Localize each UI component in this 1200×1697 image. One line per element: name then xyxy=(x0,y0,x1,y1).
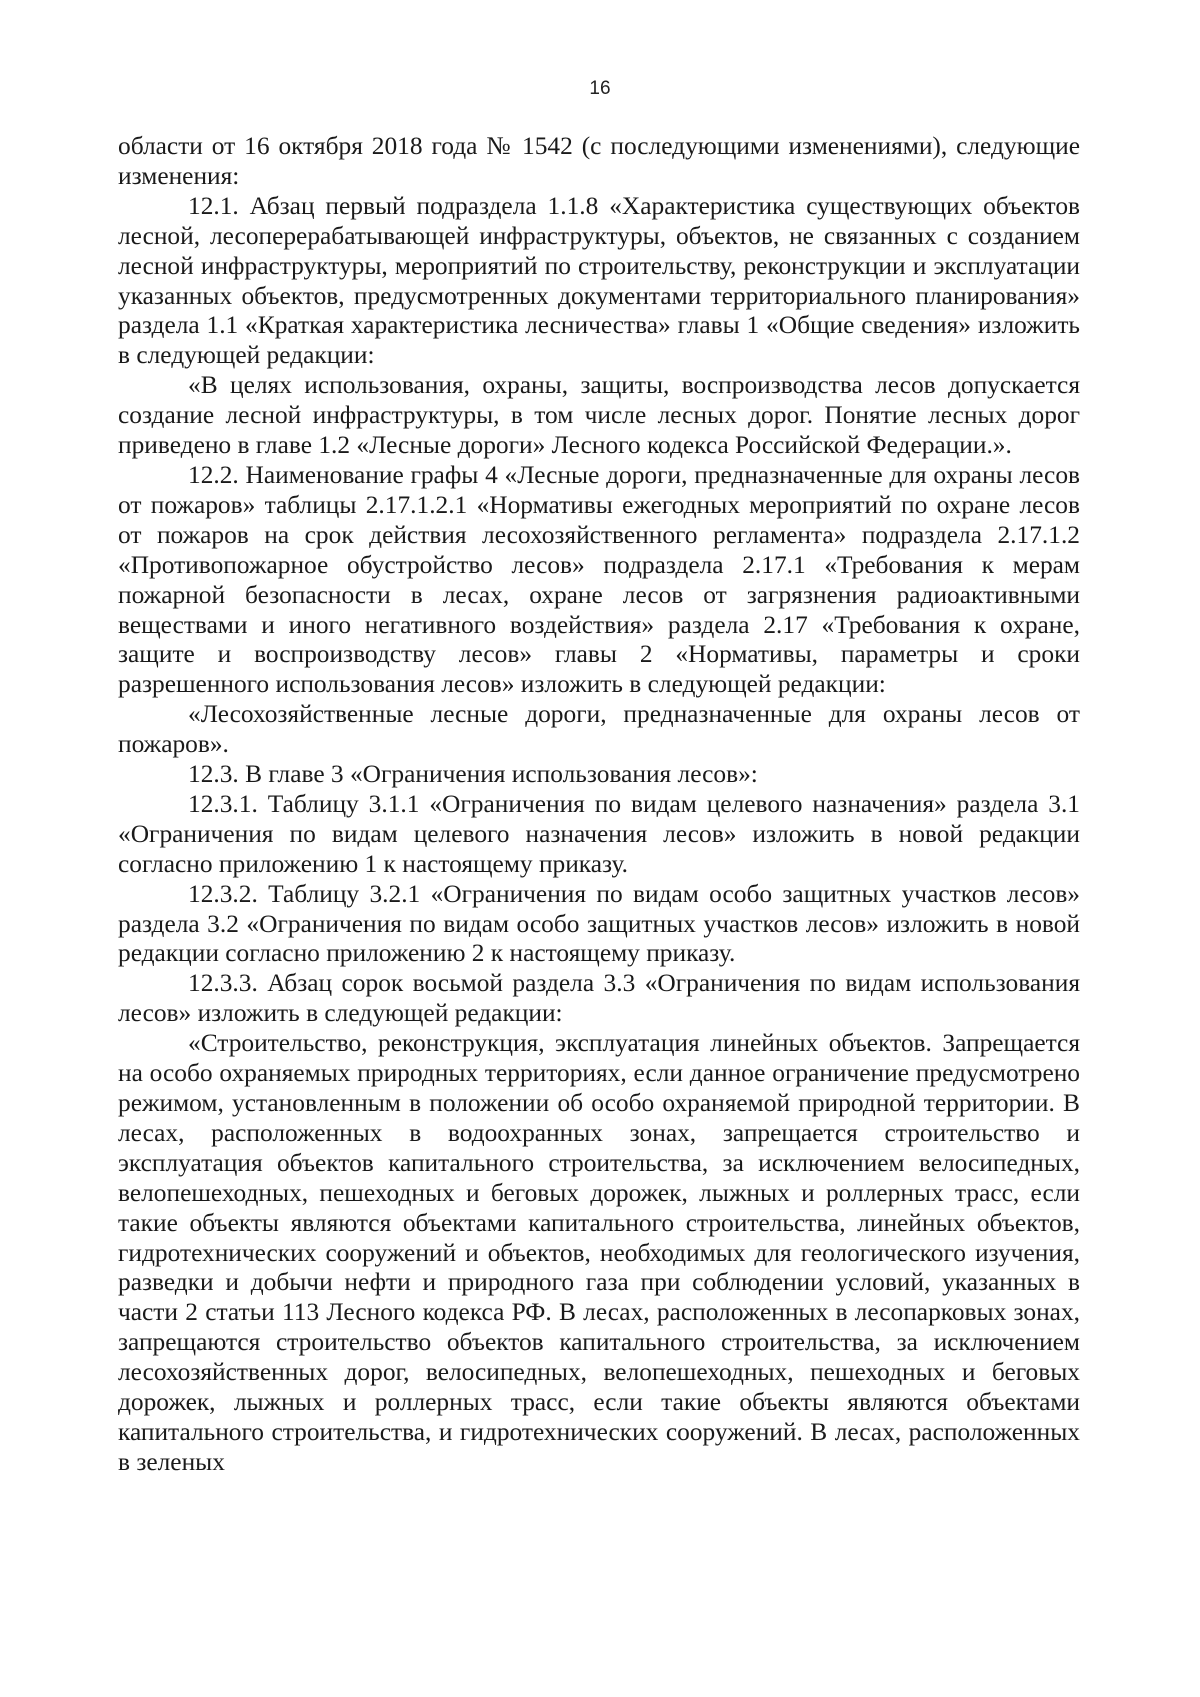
paragraph-12-3-3-quote: «Строительство, реконструкция, эксплуатация линейных объектов. Запрещается на особо охраняемых природных территориях, если данное ограничение предусмотрено режимом, установленным в положении об особо охраняемой природной территории. В лесах, расположенных в водоохранных зонах, запрещается строительство и эксплуатация объектов капитального строительства, за исключением велосипедных, велопешеходных, пешеходных и беговых дорожек, лыжных и роллерных трасс, если такие объекты являются объектами капитального строительства, линейных объектов, гидротехнических сооружений и объектов, необходимых для геологического изучения, разведки и добычи нефти и природного газа при соблюдении условий, указанных в части 2 статьи 113 Лесного кодекса РФ. В лесах, расположенных в лесопарковых зонах, запрещаются строительство объектов капитального строительства, за исключением лесохозяйственных дорог, велосипедных, велопешеходных, пешеходных и беговых дорожек, лыжных и роллерных трасс, если такие объекты являются объектами капитального строительства, и гидротехнических сооружений. В лесах, расположенных в зеленых xyxy=(118,1029,1080,1476)
document-body xyxy=(118,132,1080,1478)
paragraph-intro: области от 16 октября 2018 года № 1542 (с последующими изменениями), следующие изменения: xyxy=(118,132,1080,190)
paragraph-12-2-quote: «Лесохозяйственные лесные дороги, предназначенные для охраны лесов от пожаров». xyxy=(118,700,1080,759)
paragraph-12-3-1: 12.3.1. Таблицу 3.1.1 «Ограничения по видам целевого назначения» раздела 3.1 «Ограничения по видам целевого назначения лесов» изложить в новой редакции согласно приложению 1 к настоящему приказу. xyxy=(118,789,1080,878)
paragraph-12-1-quote: «В целях использования, охраны, защиты, воспроизводства лесов допускается создание лесной инфраструктуры, в том числе лесных дорог. Понятие лесных дорог приведено в главе 1.2 «Лесные дороги» Лесного кодекса Российской Федерации.». xyxy=(118,371,1080,460)
paragraph-12-3-3: 12.3.3. Абзац сорок восьмой раздела 3.3 «Ограничения по видам использования лесов» изложить в следующей редакции: xyxy=(118,969,1080,1028)
paragraph-12-3: 12.3. В главе 3 «Ограничения использования лесов»: xyxy=(188,760,758,789)
paragraph-12-1: 12.1. Абзац первый подраздела 1.1.8 «Характеристика существующих объектов лесной, лесоперерабатывающей инфраструктуры, объектов, не связанных с созданием лесной инфраструктуры, мероприятий по строительству, реконструкции и эксплуатации указанных объектов, предусмотренных документами территориального планирования» раздела 1.1 «Краткая характеристика лесничества» главы 1 «Общие сведения» изложить в следующей редакции: xyxy=(118,191,1080,370)
page-number: 16 xyxy=(589,78,611,99)
paragraph-12-2: 12.2. Наименование графы 4 «Лесные дороги, предназначенные для охраны лесов от пожаров» таблицы 2.17.1.2.1 «Нормативы ежегодных мероприятий по охране лесов от пожаров на срок действия лесохозяйственного регламента» подраздела 2.17.1.2 «Противопожарное обустройство лесов» подраздела 2.17.1 «Требования к мерам пожарной безопасности в лесах, охране лесов от загрязнения радиоактивными веществами и иного негативного воздействия» раздела 2.17 «Требования к охране, защите и воспроизводству лесов» главы 2 «Нормативы, параметры и сроки разрешенного использования лесов» изложить в следующей редакции: xyxy=(118,460,1080,699)
paragraph-12-3-2: 12.3.2. Таблицу 3.2.1 «Ограничения по видам особо защитных участков лесов» раздела 3.2 «Ограничения по видам особо защитных участков лесов» изложить в новой редакции согласно приложению 2 к настоящему приказу. xyxy=(118,879,1080,968)
